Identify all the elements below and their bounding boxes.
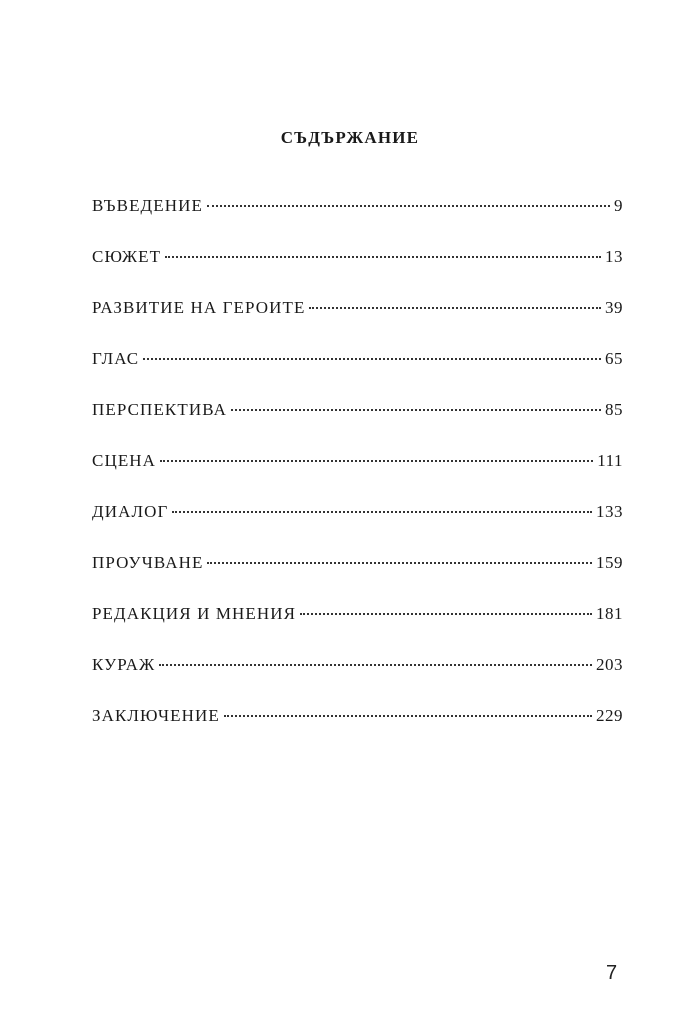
table-of-contents <box>92 196 623 757</box>
toc-entry <box>92 655 623 706</box>
toc-entry-label: СЦЕНА <box>92 451 157 470</box>
dot-leader <box>300 613 592 615</box>
dot-leader <box>207 562 592 564</box>
toc-entry-label: СЮЖЕТ <box>92 247 162 266</box>
toc-entry-page: 65 <box>605 349 623 368</box>
toc-entry-page: 39 <box>605 298 623 317</box>
dot-leader <box>207 205 610 207</box>
toc-entry-label: ЗАКЛЮЧЕНИЕ <box>92 706 220 725</box>
toc-entry <box>92 706 623 757</box>
toc-entry <box>92 502 623 553</box>
toc-entry-label: РАЗВИТИЕ НА ГЕРОИТЕ <box>92 298 306 317</box>
toc-entry-page: 203 <box>596 655 623 674</box>
dot-leader <box>165 256 601 258</box>
toc-entry-label: ДИАЛОГ <box>92 502 169 521</box>
toc-entry-page: 133 <box>596 502 623 521</box>
dot-leader <box>224 715 592 717</box>
toc-entry <box>92 451 623 502</box>
dot-leader <box>309 307 601 309</box>
toc-entry-page: 159 <box>596 553 623 572</box>
toc-entry <box>92 553 623 604</box>
dot-leader <box>143 358 601 360</box>
toc-entry-page: 13 <box>605 247 623 266</box>
toc-entry-page: 229 <box>596 706 623 725</box>
toc-entry-label: ПЕРСПЕКТИВА <box>92 400 227 419</box>
toc-entry <box>92 400 623 451</box>
toc-entry-label: ПРОУЧВАНЕ <box>92 553 204 572</box>
toc-entry-label: РЕДАКЦИЯ И МНЕНИЯ <box>92 604 297 623</box>
toc-entry-page: 85 <box>605 400 623 419</box>
toc-title: СЪДЪРЖАНИЕ <box>280 128 420 147</box>
toc-entry <box>92 604 623 655</box>
toc-entry <box>92 349 623 400</box>
toc-entry <box>92 196 623 247</box>
dot-leader <box>160 460 593 462</box>
toc-entry-page: 181 <box>596 604 623 623</box>
toc-entry-label: КУРАЖ <box>92 655 156 674</box>
toc-entry-page: 9 <box>614 196 623 215</box>
dot-leader <box>231 409 601 411</box>
dot-leader <box>159 664 592 666</box>
toc-entry <box>92 298 623 349</box>
page-number: 7 <box>606 962 618 984</box>
toc-entry-label: ВЪВЕДЕНИЕ <box>92 196 203 215</box>
toc-entry-page: 111 <box>597 451 623 470</box>
toc-entry-label: ГЛАС <box>92 349 140 368</box>
dot-leader <box>172 511 592 513</box>
toc-entry <box>92 247 623 298</box>
